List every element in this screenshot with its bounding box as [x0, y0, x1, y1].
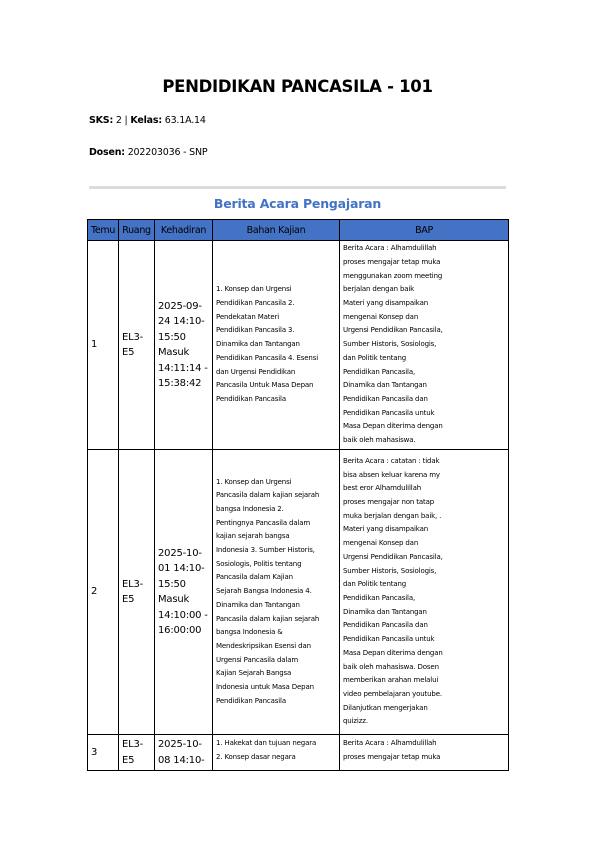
- bahan-kajian-line: kajian sejarah bangsa: [216, 532, 290, 541]
- bahan-kajian-line: Kajian Sejarah Bangsa: [216, 669, 292, 678]
- bahan-kajian-line: Pentingnya Pancasila dalam: [216, 518, 311, 527]
- bahan-kajian-line: Pancasila dalam Kajian: [216, 573, 293, 582]
- bahan-kajian-line: 1. Konsep dan Urgensi: [216, 285, 292, 294]
- cell-kehadiran: [155, 241, 213, 450]
- page-title: PENDIDIKAN PANCASILA - 101: [162, 77, 433, 96]
- cell-kehadiran: [155, 735, 213, 771]
- cell-kehadiran: [155, 450, 213, 735]
- kelas-label: Kelas:: [130, 115, 162, 126]
- bap-line: Berita Acara : catatan : tidak: [343, 456, 440, 465]
- bahan-kajian-line: Pendidikan Pancasila: [216, 696, 286, 705]
- cell-temu: 1: [88, 241, 119, 450]
- ruang-line: EL3-: [122, 578, 144, 590]
- bap-table: [87, 219, 509, 771]
- dosen-line: [89, 147, 207, 158]
- ruang-line: EL3-: [122, 331, 144, 343]
- bap-line: Masa Depan diterima dengan: [343, 422, 443, 431]
- bahan-kajian-line: Dinamika dan Tantangan: [216, 340, 300, 349]
- bahan-kajian-line: Pendidikan Pancasila 3.: [216, 326, 295, 335]
- cell-bap: [340, 735, 509, 771]
- bap-line: Dilanjutkan mengerjakan: [343, 703, 428, 712]
- table-row: [88, 450, 509, 735]
- bap-line: Materi yang disampaikan: [343, 525, 428, 534]
- bap-line: mengenai Konsep dan: [343, 539, 419, 548]
- bahan-kajian-line: Pancasila Untuk Masa Depan: [216, 381, 314, 390]
- column-header-ruang: Ruang: [119, 220, 155, 241]
- dosen-label: Dosen:: [89, 147, 125, 158]
- kehadiran-line: 24 14:10-: [158, 316, 205, 327]
- bahan-kajian-line: Pendekatan Materi: [216, 312, 280, 321]
- bap-line: baik oleh mahasiswa. Dosen: [343, 662, 439, 671]
- bahan-kajian-line: Pendidikan Pancasila 4. Esensi: [216, 353, 319, 362]
- kehadiran-line: 15:38:42: [158, 378, 202, 389]
- sks-value: 2 |: [113, 115, 131, 126]
- bahan-kajian-line: Pendidikan Pancasila 2.: [216, 299, 295, 308]
- kehadiran-line: 14:11:14 -: [158, 362, 208, 374]
- bap-line: berjalan dengan baik: [343, 285, 415, 294]
- bahan-kajian-line: 1. Hakekat dan tujuan negara: [216, 739, 317, 747]
- bahan-kajian-line: Pancasila dalam kajian sejarah: [216, 614, 320, 623]
- bahan-kajian-line: Pancasila dalam kajian sejarah: [216, 491, 320, 500]
- bahan-kajian-line: 1. Konsep dan Urgensi: [216, 477, 292, 486]
- bap-line: mengenai Konsep dan: [343, 312, 419, 321]
- kehadiran-line: 14:10:00 -: [158, 609, 208, 621]
- cell-bahan-kajian: [213, 735, 340, 771]
- bap-line: Pendidikan Pancasila dan: [343, 621, 428, 630]
- ruang-line: E5: [122, 754, 135, 766]
- bahan-kajian-line: Sosiologis, Politis tentang: [216, 559, 302, 568]
- bahan-kajian-line: Mendeskripsikan Esensi dan: [216, 641, 311, 650]
- cell-bap: [340, 450, 509, 735]
- bap-line: best eror Alhamdulillah: [343, 484, 421, 493]
- kelas-value: 63.1A.14: [161, 115, 206, 126]
- table-header-row: [88, 220, 509, 241]
- cell-bahan-kajian: [213, 241, 340, 450]
- column-header-bap: BAP: [340, 220, 509, 241]
- column-header-bahan-kajian: Bahan Kajian: [213, 220, 340, 241]
- ruang-line: E5: [122, 594, 135, 605]
- bap-line: dan Politik tentang: [343, 580, 407, 589]
- cell-temu: 2: [88, 450, 119, 735]
- bap-line: Urgensi Pendidikan Pancasila,: [343, 326, 443, 335]
- kehadiran-line: 16:00:00: [158, 625, 202, 636]
- bahan-kajian-line: bangsa Indonesia 2.: [216, 504, 284, 513]
- bap-line: video pembelajaran youtube.: [343, 689, 442, 698]
- kehadiran-line: 15:50: [158, 578, 186, 590]
- bap-line: proses mengajar tetap muka: [343, 257, 441, 266]
- bap-line: Dinamika dan Tantangan: [343, 381, 427, 390]
- kehadiran-line: 01 14:10-: [158, 563, 205, 574]
- section-title: Berita Acara Pengajaran: [213, 196, 382, 211]
- bap-line: memberikan arahan melalui: [343, 676, 439, 685]
- cell-temu: 3: [88, 735, 119, 771]
- bap-line: bisa absen keluar karena my: [343, 470, 440, 479]
- bap-line: muka berjalan dengan baik, .: [343, 511, 442, 520]
- bap-line: baik oleh mahasiswa.: [343, 436, 416, 445]
- bap-line: Masa Depan diterima dengan: [343, 648, 443, 657]
- bahan-kajian-line: 2. Konsep dasar negara: [216, 752, 296, 761]
- bap-line: proses mengajar tetap muka: [343, 752, 441, 761]
- course-meta-line: [89, 115, 206, 126]
- bap-line: Berita Acara : Alhamdulillah: [343, 739, 437, 747]
- kehadiran-line: Masuk: [158, 347, 190, 358]
- bahan-kajian-line: bangsa Indonesia &: [216, 628, 283, 637]
- bap-line: proses mengajar non tatap: [343, 498, 435, 507]
- bap-line: Berita Acara : Alhamdulillah: [343, 244, 437, 253]
- kehadiran-line: 08 14:10-: [158, 754, 205, 766]
- kehadiran-line: 2025-10-: [158, 547, 202, 559]
- kehadiran-line: Masuk: [158, 594, 190, 605]
- cell-bahan-kajian: [213, 450, 340, 735]
- bahan-kajian-line: dan Urgensi Pendidikan: [216, 367, 296, 376]
- bahan-kajian-line: Dinamika dan Tantangan: [216, 600, 300, 609]
- bap-line: Pendidikan Pancasila,: [343, 594, 416, 602]
- cell-bap: [340, 241, 509, 450]
- bahan-kajian-line: Indonesia untuk Masa Depan: [216, 683, 314, 692]
- bap-line: Sumber Historis, Sosiologis,: [343, 340, 437, 349]
- bahan-kajian-line: Pendidikan Pancasila: [216, 394, 286, 403]
- kehadiran-line: 2025-09-: [158, 300, 202, 312]
- bap-line: Pendidikan Pancasila,: [343, 367, 416, 376]
- cell-ruang: [119, 450, 155, 735]
- bap-line: Pendidikan Pancasila untuk: [343, 408, 435, 417]
- bap-line: Materi yang disampaikan: [343, 299, 428, 308]
- section-divider: [89, 186, 506, 189]
- bap-line: Pendidikan Pancasila untuk: [343, 635, 435, 644]
- table-row: [88, 241, 509, 450]
- bap-line: Pendidikan Pancasila dan: [343, 394, 428, 403]
- sks-label: SKS:: [89, 115, 114, 126]
- bap-line: Sumber Historis, Sosiologis,: [343, 566, 437, 575]
- bahan-kajian-line: Sejarah Bangsa Indonesia 4.: [216, 587, 312, 596]
- ruang-line: E5: [122, 347, 135, 358]
- kehadiran-line: 2025-10-: [158, 739, 202, 750]
- column-header-temu: Temu: [88, 220, 119, 241]
- column-header-kehadiran: Kehadiran: [155, 220, 213, 241]
- cell-ruang: [119, 241, 155, 450]
- bap-line: quizizz.: [343, 717, 368, 726]
- bahan-kajian-line: Urgensi Pancasila dalam: [216, 655, 299, 664]
- dosen-value: 202203036 - SNP: [124, 147, 208, 158]
- ruang-line: EL3-: [122, 739, 144, 750]
- bap-line: Dinamika dan Tantangan: [343, 607, 427, 616]
- bahan-kajian-line: Indonesia 3. Sumber Historis,: [216, 546, 315, 555]
- cell-ruang: [119, 735, 155, 771]
- kehadiran-line: 15:50: [158, 331, 186, 343]
- bap-line: dan Politik tentang: [343, 353, 407, 362]
- bap-line: menggunakan zoom meeting: [343, 271, 443, 280]
- bap-line: Urgensi Pendidikan Pancasila,: [343, 552, 443, 561]
- table-row: [88, 735, 509, 771]
